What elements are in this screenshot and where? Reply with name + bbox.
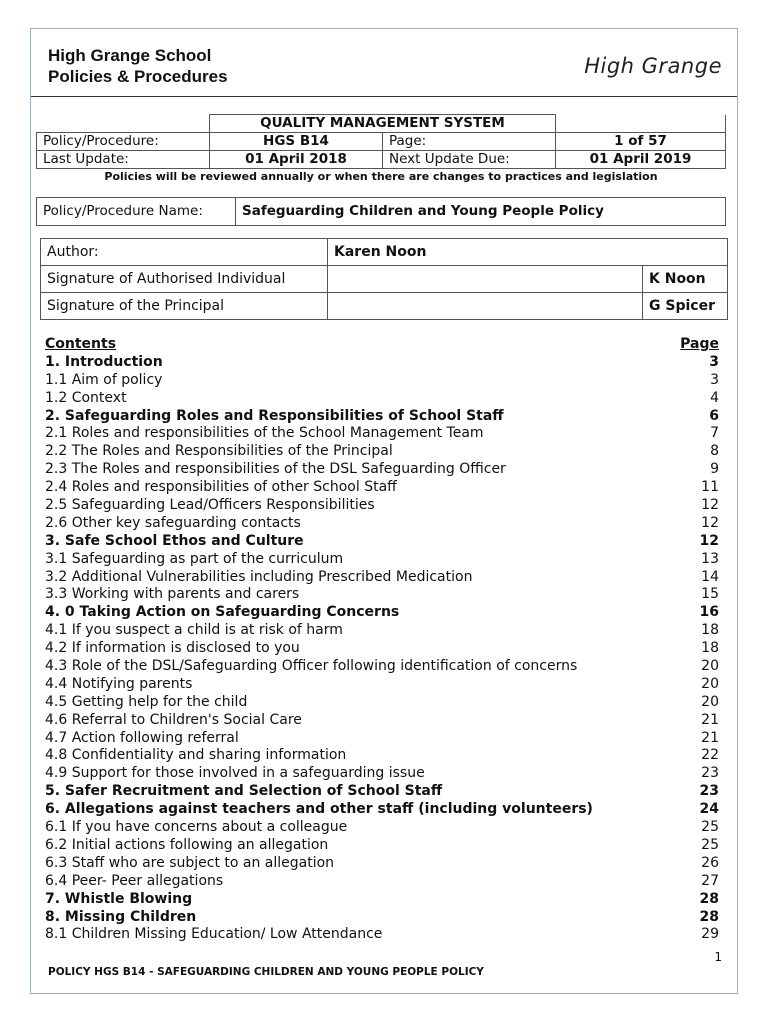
page-number: 1 xyxy=(714,950,722,964)
toc-entry-page: 20 xyxy=(701,658,719,675)
policy-name-table xyxy=(36,197,726,226)
toc-entry-title: 4.4 Notifying parents xyxy=(45,675,193,692)
page-label: Page: xyxy=(383,133,556,151)
empty-cell xyxy=(37,115,210,133)
next-update-label: Next Update Due: xyxy=(383,151,556,169)
page-value: 1 of 57 xyxy=(556,133,726,151)
toc-entry[interactable] xyxy=(45,443,719,461)
document-header-title xyxy=(48,45,228,87)
policy-value: HGS B14 xyxy=(210,133,383,151)
policy-name-label: Policy/Procedure Name: xyxy=(37,198,236,226)
toc-entry[interactable] xyxy=(45,622,719,640)
toc-entry-page: 12 xyxy=(701,514,719,531)
signature-principal-label: Signature of the Principal xyxy=(41,293,328,320)
school-logo: High Grange xyxy=(584,54,722,78)
toc-entry-title: 2.5 Safeguarding Lead/Officers Responsibilities xyxy=(45,497,375,514)
toc-entry-page: 25 xyxy=(701,836,719,853)
toc-entry[interactable] xyxy=(45,873,719,891)
toc-entry-title: 6.4 Peer- Peer allegations xyxy=(45,872,224,889)
toc-entry[interactable] xyxy=(45,747,719,765)
last-update-value: 01 April 2018 xyxy=(210,151,383,169)
toc-entry-title: 4.2 If information is disclosed to you xyxy=(45,640,300,657)
toc-entry-page: 20 xyxy=(701,675,719,692)
toc-entry-title: 6. Allegations against teachers and other staff (including volunteers) xyxy=(45,801,593,818)
signature-principal-value: G Spicer xyxy=(643,293,728,320)
toc-entry-title: 4.9 Support for those involved in a safeguarding issue xyxy=(45,765,425,782)
toc-entry-title: 6.2 Initial actions following an allegation xyxy=(45,836,329,853)
toc-entry-title: 2.6 Other key safeguarding contacts xyxy=(45,514,301,531)
toc-entry[interactable] xyxy=(45,604,719,622)
toc-entry-page: 24 xyxy=(699,801,719,818)
toc-entry-title: 3. Safe School Ethos and Culture xyxy=(45,532,304,549)
toc-entry-page: 26 xyxy=(701,854,719,871)
toc-items xyxy=(45,354,719,944)
header-divider xyxy=(31,96,737,97)
toc-entry[interactable] xyxy=(45,819,719,837)
next-update-value: 01 April 2019 xyxy=(556,151,726,169)
toc-entry-page: 6 xyxy=(709,407,719,424)
toc-entry-title: 1.2 Context xyxy=(45,389,127,406)
school-name: High Grange School xyxy=(48,46,212,65)
toc-entry-page: 16 xyxy=(699,604,719,621)
toc-entry-page: 21 xyxy=(701,729,719,746)
toc-entry[interactable] xyxy=(45,408,719,426)
toc-entry-page: 25 xyxy=(701,819,719,836)
toc-entry[interactable] xyxy=(45,497,719,515)
signature-authorised-value: K Noon xyxy=(643,266,728,293)
toc-entry[interactable] xyxy=(45,891,719,909)
toc-entry-title: 7. Whistle Blowing xyxy=(45,890,193,907)
toc-entry-title: 6.3 Staff who are subject to an allegation xyxy=(45,854,335,871)
toc-entry-title: 5. Safer Recruitment and Selection of School Staff xyxy=(45,783,443,800)
qms-heading: QUALITY MANAGEMENT SYSTEM xyxy=(210,115,556,133)
signature-principal-blank xyxy=(328,293,643,320)
toc-entry-title: 3.3 Working with parents and carers xyxy=(45,586,300,603)
contents-header-row xyxy=(45,336,719,354)
author-label: Author: xyxy=(41,239,328,266)
toc-entry[interactable] xyxy=(45,569,719,587)
toc-entry-title: 8.1 Children Missing Education/ Low Attendance xyxy=(45,926,383,943)
toc-entry[interactable] xyxy=(45,640,719,658)
toc-entry-title: 4.5 Getting help for the child xyxy=(45,693,248,710)
toc-entry[interactable] xyxy=(45,694,719,712)
toc-entry-page: 3 xyxy=(710,371,719,388)
toc-entry-page: 28 xyxy=(699,890,719,907)
toc-entry[interactable] xyxy=(45,676,719,694)
toc-entry[interactable] xyxy=(45,479,719,497)
toc-entry[interactable] xyxy=(45,730,719,748)
toc-entry[interactable] xyxy=(45,837,719,855)
toc-entry-page: 11 xyxy=(701,479,719,496)
toc-entry-title: 4.8 Confidentiality and sharing information xyxy=(45,747,347,764)
toc-entry-title: 8. Missing Children xyxy=(45,908,197,925)
toc-entry-title: 2.3 The Roles and responsibilities of the DSL Safeguarding Officer xyxy=(45,461,506,478)
toc-entry-title: 1.1 Aim of policy xyxy=(45,371,163,388)
toc-entry-title: 4. 0 Taking Action on Safeguarding Concerns xyxy=(45,604,400,621)
toc-entry-page: 27 xyxy=(701,872,719,889)
quality-management-table xyxy=(36,114,726,169)
toc-entry-title: 2. Safeguarding Roles and Responsibilities of School Staff xyxy=(45,407,504,424)
empty-cell xyxy=(556,115,726,133)
policy-name-value: Safeguarding Children and Young People Policy xyxy=(236,198,726,226)
toc-entry-page: 7 xyxy=(710,425,719,442)
toc-entry[interactable] xyxy=(45,551,719,569)
header-subtitle: Policies & Procedures xyxy=(48,67,228,86)
toc-entry-page: 29 xyxy=(701,926,719,943)
toc-entry[interactable] xyxy=(45,765,719,783)
toc-entry-page: 23 xyxy=(701,765,719,782)
toc-entry[interactable] xyxy=(45,801,719,819)
toc-entry[interactable] xyxy=(45,425,719,443)
toc-entry-title: 4.1 If you suspect a child is at risk of harm xyxy=(45,622,343,639)
toc-entry-page: 21 xyxy=(701,711,719,728)
toc-entry-page: 18 xyxy=(701,640,719,657)
toc-entry-page: 28 xyxy=(699,908,719,925)
toc-entry-title: 6.1 If you have concerns about a colleague xyxy=(45,819,348,836)
toc-entry[interactable] xyxy=(45,461,719,479)
toc-entry-title: 1. Introduction xyxy=(45,353,163,370)
toc-entry[interactable] xyxy=(45,926,719,944)
signature-authorised-label: Signature of Authorised Individual xyxy=(41,266,328,293)
authorisation-table xyxy=(40,238,728,320)
toc-entry-page: 20 xyxy=(701,693,719,710)
policy-label: Policy/Procedure: xyxy=(37,133,210,151)
toc-entry-title: 2.2 The Roles and Responsibilities of the Principal xyxy=(45,443,393,460)
toc-entry-page: 12 xyxy=(699,532,719,549)
toc-entry[interactable] xyxy=(45,390,719,408)
toc-entry[interactable] xyxy=(45,372,719,390)
contents-heading: Contents xyxy=(45,336,117,352)
table-of-contents xyxy=(45,336,719,944)
toc-entry-title: 3.1 Safeguarding as part of the curriculum xyxy=(45,550,344,567)
toc-entry-page: 3 xyxy=(709,353,719,370)
toc-entry-title: 2.1 Roles and responsibilities of the School Management Team xyxy=(45,425,484,442)
toc-entry[interactable] xyxy=(45,586,719,604)
author-value: Karen Noon xyxy=(328,239,728,266)
document-footer: POLICY HGS B14 - SAFEGUARDING CHILDREN AND YOUNG PEOPLE POLICY xyxy=(48,966,484,978)
toc-entry-title: 4.7 Action following referral xyxy=(45,729,239,746)
toc-entry[interactable] xyxy=(45,515,719,533)
last-update-label: Last Update: xyxy=(37,151,210,169)
toc-entry-page: 18 xyxy=(701,622,719,639)
toc-entry-page: 8 xyxy=(710,443,719,460)
toc-entry[interactable] xyxy=(45,712,719,730)
page-heading: Page xyxy=(680,336,719,352)
toc-entry-title: 4.3 Role of the DSL/Safeguarding Officer following identification of concerns xyxy=(45,658,578,675)
toc-entry-page: 12 xyxy=(701,497,719,514)
toc-entry-page: 15 xyxy=(701,586,719,603)
toc-entry[interactable] xyxy=(45,909,719,927)
toc-entry-page: 23 xyxy=(699,783,719,800)
toc-entry[interactable] xyxy=(45,533,719,551)
toc-entry-page: 9 xyxy=(710,461,719,478)
toc-entry-page: 13 xyxy=(701,550,719,567)
toc-entry-page: 14 xyxy=(701,568,719,585)
toc-entry[interactable] xyxy=(45,658,719,676)
toc-entry-page: 22 xyxy=(701,747,719,764)
toc-entry[interactable] xyxy=(45,354,719,372)
toc-entry[interactable] xyxy=(45,855,719,873)
toc-entry[interactable] xyxy=(45,783,719,801)
toc-entry-title: 4.6 Referral to Children's Social Care xyxy=(45,711,302,728)
signature-authorised-blank xyxy=(328,266,643,293)
toc-entry-page: 4 xyxy=(710,389,719,406)
review-notice: Policies will be reviewed annually or when there are changes to practices and legislation xyxy=(104,170,658,183)
toc-entry-title: 2.4 Roles and responsibilities of other School Staff xyxy=(45,479,397,496)
toc-entry-title: 3.2 Additional Vulnerabilities including Prescribed Medication xyxy=(45,568,473,585)
